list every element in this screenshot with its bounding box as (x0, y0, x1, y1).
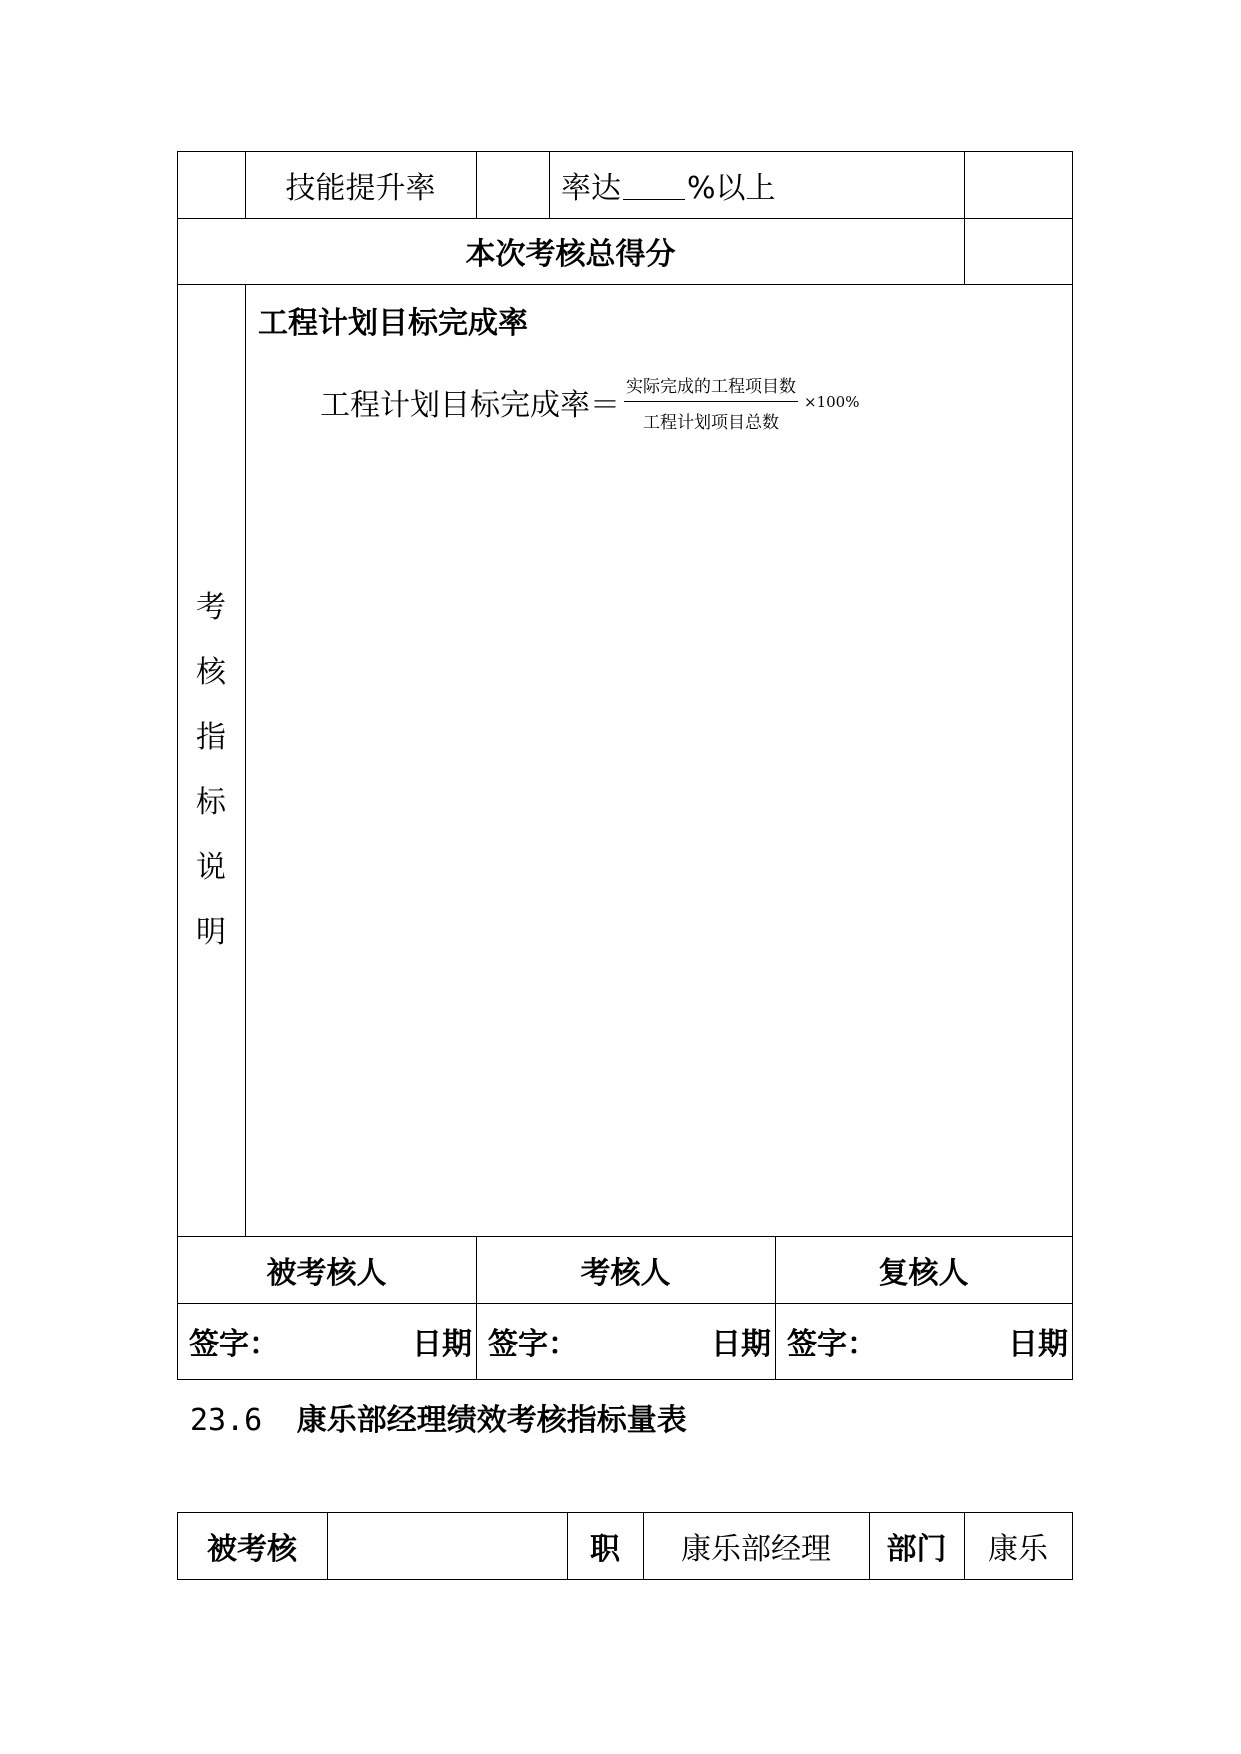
side-char: 标 (196, 785, 226, 820)
date-label: 日期 (412, 1327, 472, 1362)
assessee-value-field[interactable] (327, 1512, 567, 1579)
side-char: 说 (196, 850, 226, 885)
sign-label: 签字： (488, 1327, 578, 1362)
date-label: 日期 (1008, 1327, 1068, 1362)
reviewer-header: 复核人 (878, 1255, 969, 1291)
target-blank[interactable] (623, 169, 685, 200)
date-label: 日期 (711, 1327, 771, 1362)
side-char: 核 (196, 655, 226, 690)
formula-fraction (624, 372, 798, 433)
assessee-signature-cell[interactable] (177, 1303, 476, 1379)
sign-label: 签字： (189, 1327, 279, 1362)
target-prefix: 率达 (561, 170, 621, 206)
indicator-skill-improvement (245, 151, 476, 218)
formula-numerator: 实际完成的工程项目数 (624, 372, 798, 402)
assessor-header: 考核人 (580, 1255, 671, 1291)
department-label: 部门 (886, 1531, 947, 1567)
section-title: 康乐部经理绩效考核指标量表 (296, 1403, 687, 1438)
target-cell (561, 151, 961, 218)
indicator-name: 技能提升率 (285, 170, 436, 206)
formula-lhs: 工程计划目标完成率＝ (320, 388, 620, 423)
assessee-header: 被考核人 (266, 1255, 387, 1291)
side-char: 考 (196, 590, 226, 625)
section-heading (190, 1395, 687, 1439)
completion-rate-formula (320, 372, 859, 432)
formula-multiplier: ×100% (804, 393, 860, 411)
side-char: 指 (196, 720, 226, 755)
target-suffix: %以上 (687, 170, 776, 206)
side-char: 明 (196, 915, 226, 950)
indicator-title: 工程计划目标完成率 (258, 306, 528, 341)
assessee-label: 被考核 (207, 1531, 297, 1567)
position-label: 职 (590, 1531, 620, 1567)
indicator-description-label (177, 575, 245, 965)
total-score-label: 本次考核总得分 (465, 237, 676, 272)
position-value: 康乐部经理 (681, 1531, 831, 1567)
department-value: 康乐 (988, 1531, 1048, 1567)
assessor-signature-cell[interactable] (476, 1303, 775, 1379)
sign-label: 签字： (787, 1327, 877, 1362)
section-number: 23.6 (190, 1403, 263, 1438)
reviewer-signature-cell[interactable] (775, 1303, 1072, 1379)
formula-denominator: 工程计划项目总数 (643, 412, 779, 433)
